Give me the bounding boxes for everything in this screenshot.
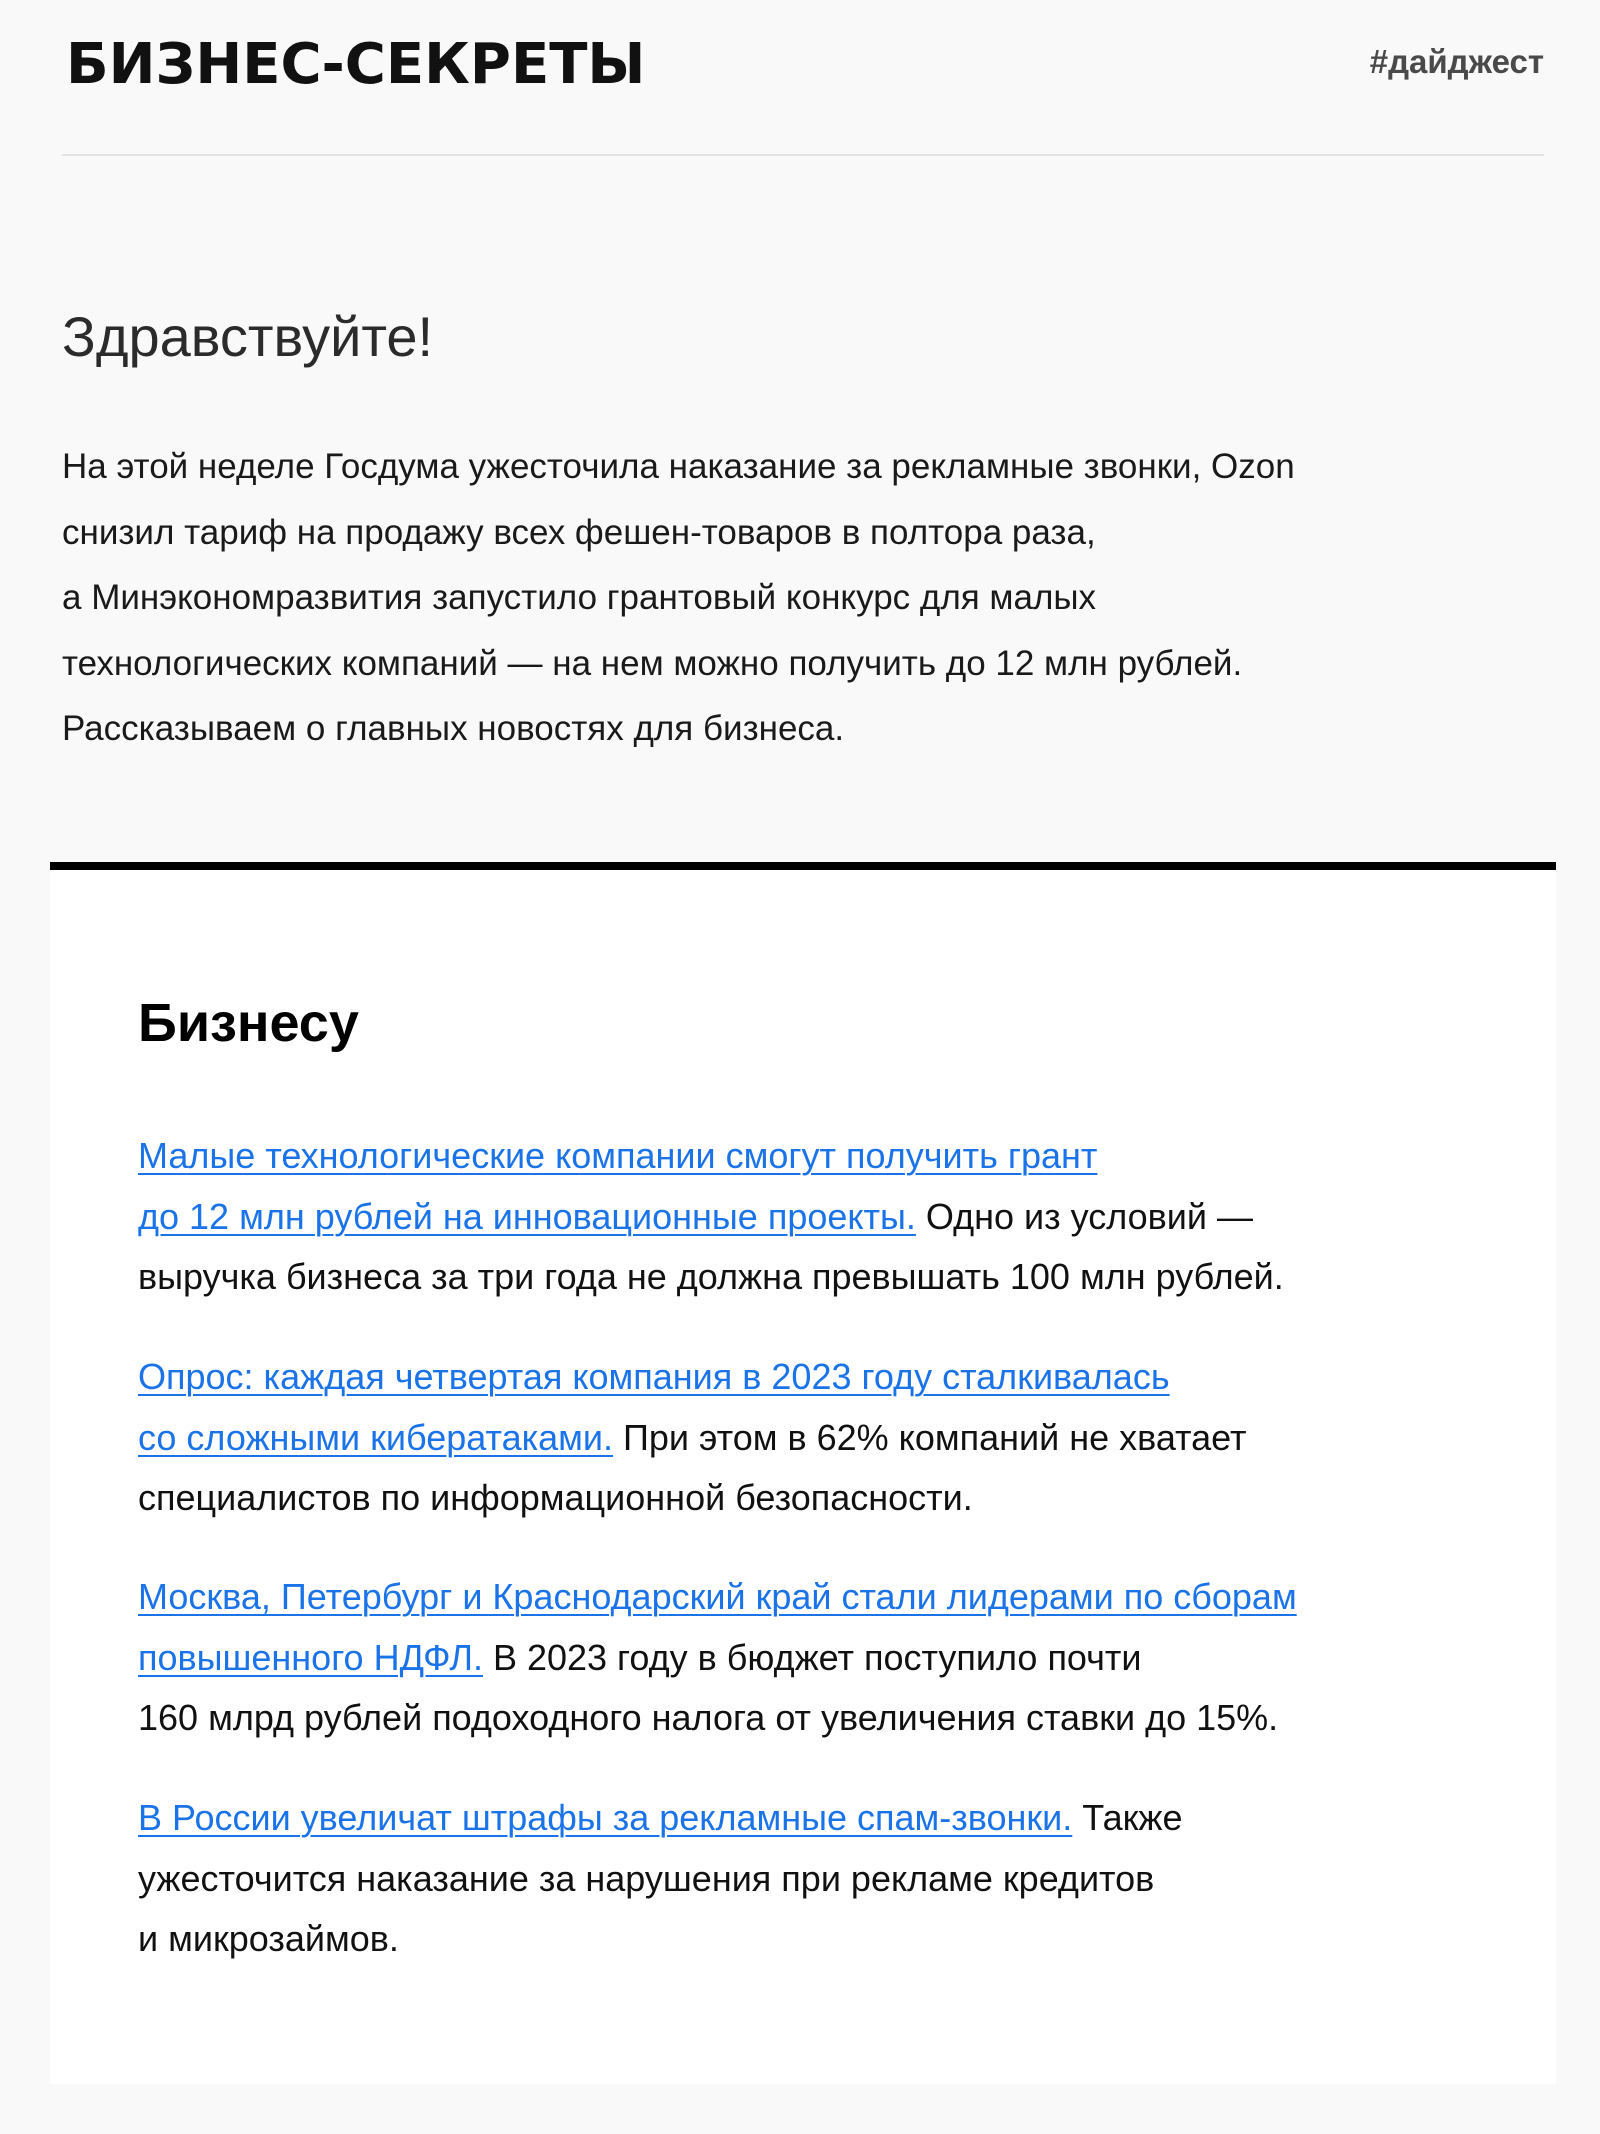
news-text: 160 млрд рублей подоходного налога от увеличения ставки до 15%. [138,1697,1279,1738]
news-item-cyberattacks [138,1347,1498,1529]
intro-paragraph [62,434,1542,762]
news-text: выручка бизнеса за три года не должна превышать 100 млн рублей. [138,1256,1284,1297]
news-text: При этом в 62% компаний не хватает [613,1416,1247,1458]
intro-line: На этой неделе Госдума ужесточила наказание за рекламные звонки, Ozon [62,447,1295,486]
news-text: специалистов по информационной безопасности. [138,1477,973,1518]
greeting: Здравствуйте! [62,305,434,368]
digest-hashtag[interactable]: #дайджест [1369,43,1544,80]
news-text: ужесточится наказание за нарушения при рекламе кредитов [138,1857,1155,1899]
header [62,0,1544,156]
brand-logo[interactable]: БИЗНЕС-СЕКРЕТЫ [66,32,646,97]
news-link-cyberattacks-line1[interactable]: Опрос: каждая четвертая компания в 2023 году сталкивалась [138,1356,1170,1397]
news-text: и микрозаймов. [138,1918,399,1959]
news-link-ndfl-line2[interactable]: повышенного НДФЛ. [138,1636,483,1678]
news-text: Также [1072,1797,1183,1838]
intro-line: Рассказываем о главных новостях для бизнеса. [62,709,845,748]
intro-line: технологических компаний — на нем можно получить до 12 млн рублей. [62,643,1243,683]
section-title: Бизнесу [138,993,359,1053]
news-item-ndfl [138,1567,1498,1749]
news-link-cyberattacks-line2[interactable]: со сложными кибератаками. [138,1416,614,1458]
intro-line: а Минэкономразвития запустило грантовый конкурс для малых [62,578,1097,617]
news-text: В 2023 году в бюджет поступило почти [482,1636,1142,1678]
news-link-ndfl-line1[interactable]: Москва, Петербург и Краснодарский край стали лидерами по сборам [138,1576,1297,1617]
business-section [50,862,1556,2084]
news-link-grants-line2[interactable]: до 12 млн рублей на инновационные проекты. [138,1195,916,1237]
news-link-grants-line1[interactable]: Малые технологические компании смогут получить грант [138,1135,1098,1176]
news-item-spam-calls [138,1788,1498,1970]
news-item-grants [138,1126,1498,1308]
intro-line: снизил тариф на продажу всех фешен-товаров в полтора раза, [62,512,1096,552]
news-text: Одно из условий — [915,1195,1254,1237]
news-link-spam-calls[interactable]: В России увеличат штрафы за рекламные спам-звонки. [138,1797,1073,1838]
